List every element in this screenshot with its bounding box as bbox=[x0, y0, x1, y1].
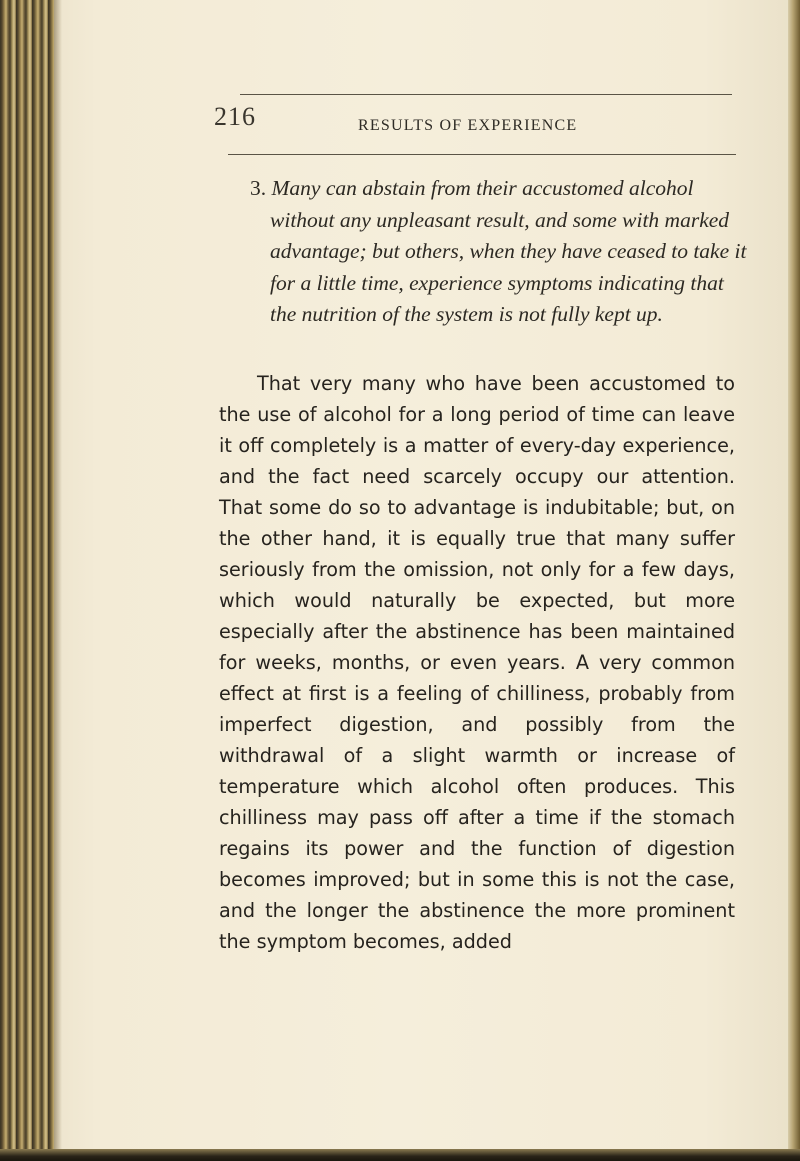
page-number: 216 bbox=[214, 102, 256, 131]
body-paragraph: That very many who have been accustomed to the use of alcohol for a long period of time can leave it off completely is a matter of every-day experience, and the fact need scarcely occupy our attention. That some do so to advantage is indubitable; but, on the other hand, it is equally true that many suffer seriously from the omission, not only for a few days, which would naturally be expected, but more especially after the abstinence has been maintained for weeks, months, or even years. A very common effect at first is a feeling of chilliness, probably from imperfect digestion, and possibly from the withdrawal of a slight warmth or increase of temperature which alcohol often produces. This chilliness may pass off after a time if the stomach regains its power and the function of digestion becomes improved; but in some this is not the case, and the longer the abstinence the more prominent the symptom becomes, added bbox=[219, 372, 735, 953]
page-edge-right bbox=[788, 0, 800, 1161]
page-edge-bottom bbox=[0, 1149, 800, 1161]
running-head: RESULTS OF EXPERIENCE bbox=[358, 117, 578, 134]
book-binding-left bbox=[0, 0, 54, 1161]
page-header bbox=[214, 102, 734, 136]
item-number: 3. bbox=[250, 176, 267, 200]
header-rule-bottom bbox=[228, 154, 736, 155]
header-rule-top bbox=[240, 94, 732, 95]
item-heading-text: Many can abstain from their accustomed alcohol without any unpleasant result, and some with marked advantage; but others, when they have ceased to take it for a little time, experience symptoms indicating that the nutrition of the system is not fully kept up. bbox=[270, 176, 747, 326]
numbered-item-heading bbox=[250, 173, 750, 331]
